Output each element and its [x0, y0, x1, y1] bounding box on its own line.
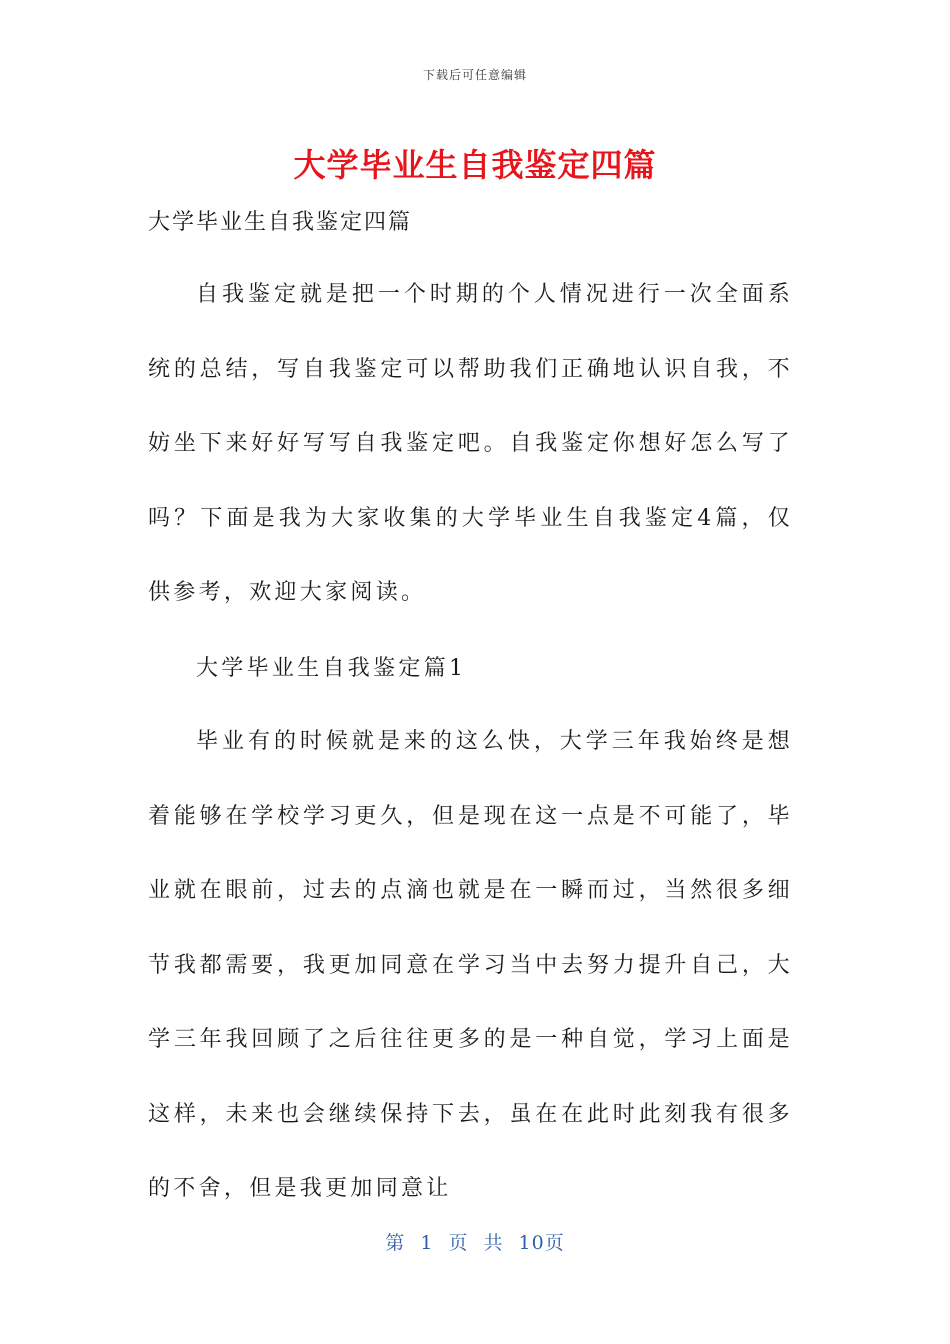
page-number-footer: 第 1 页 共 10页 — [385, 1232, 565, 1254]
document-subtitle: 大学毕业生自我鉴定四篇 — [148, 210, 413, 235]
document-title: 大学毕业生自我鉴定四篇 — [293, 146, 657, 184]
section-heading: 大学毕业生自我鉴定篇1 — [196, 656, 467, 681]
intro-paragraph: 自我鉴定就是把一个时期的个人情况进行一次全面系统的总结，写自我鉴定可以帮助我们正确地认识自我，不妨坐下来好好写写自我鉴定吧。自我鉴定你想好怎么写了吗？下面是我为大家收集的大学毕业生自我鉴定4篇，仅供参考，欢迎大家阅读。 — [148, 282, 793, 605]
header-note: 下载后可任意编辑 — [422, 68, 527, 82]
body-paragraph: 毕业有的时候就是来的这么快，大学三年我始终是想着能够在学校学习更久，但是现在这一点是不可能了，毕业就在眼前，过去的点滴也就是在一瞬而过，当然很多细节我都需要，我更加同意在学习当中去努力提升自己，大学三年我回顾了之后往往更多的是一种自觉，学习上面是这样，未来也会继续保持下去，虽在在此时此刻我有很多的不舍，但是我更加同意让 — [148, 729, 793, 1201]
